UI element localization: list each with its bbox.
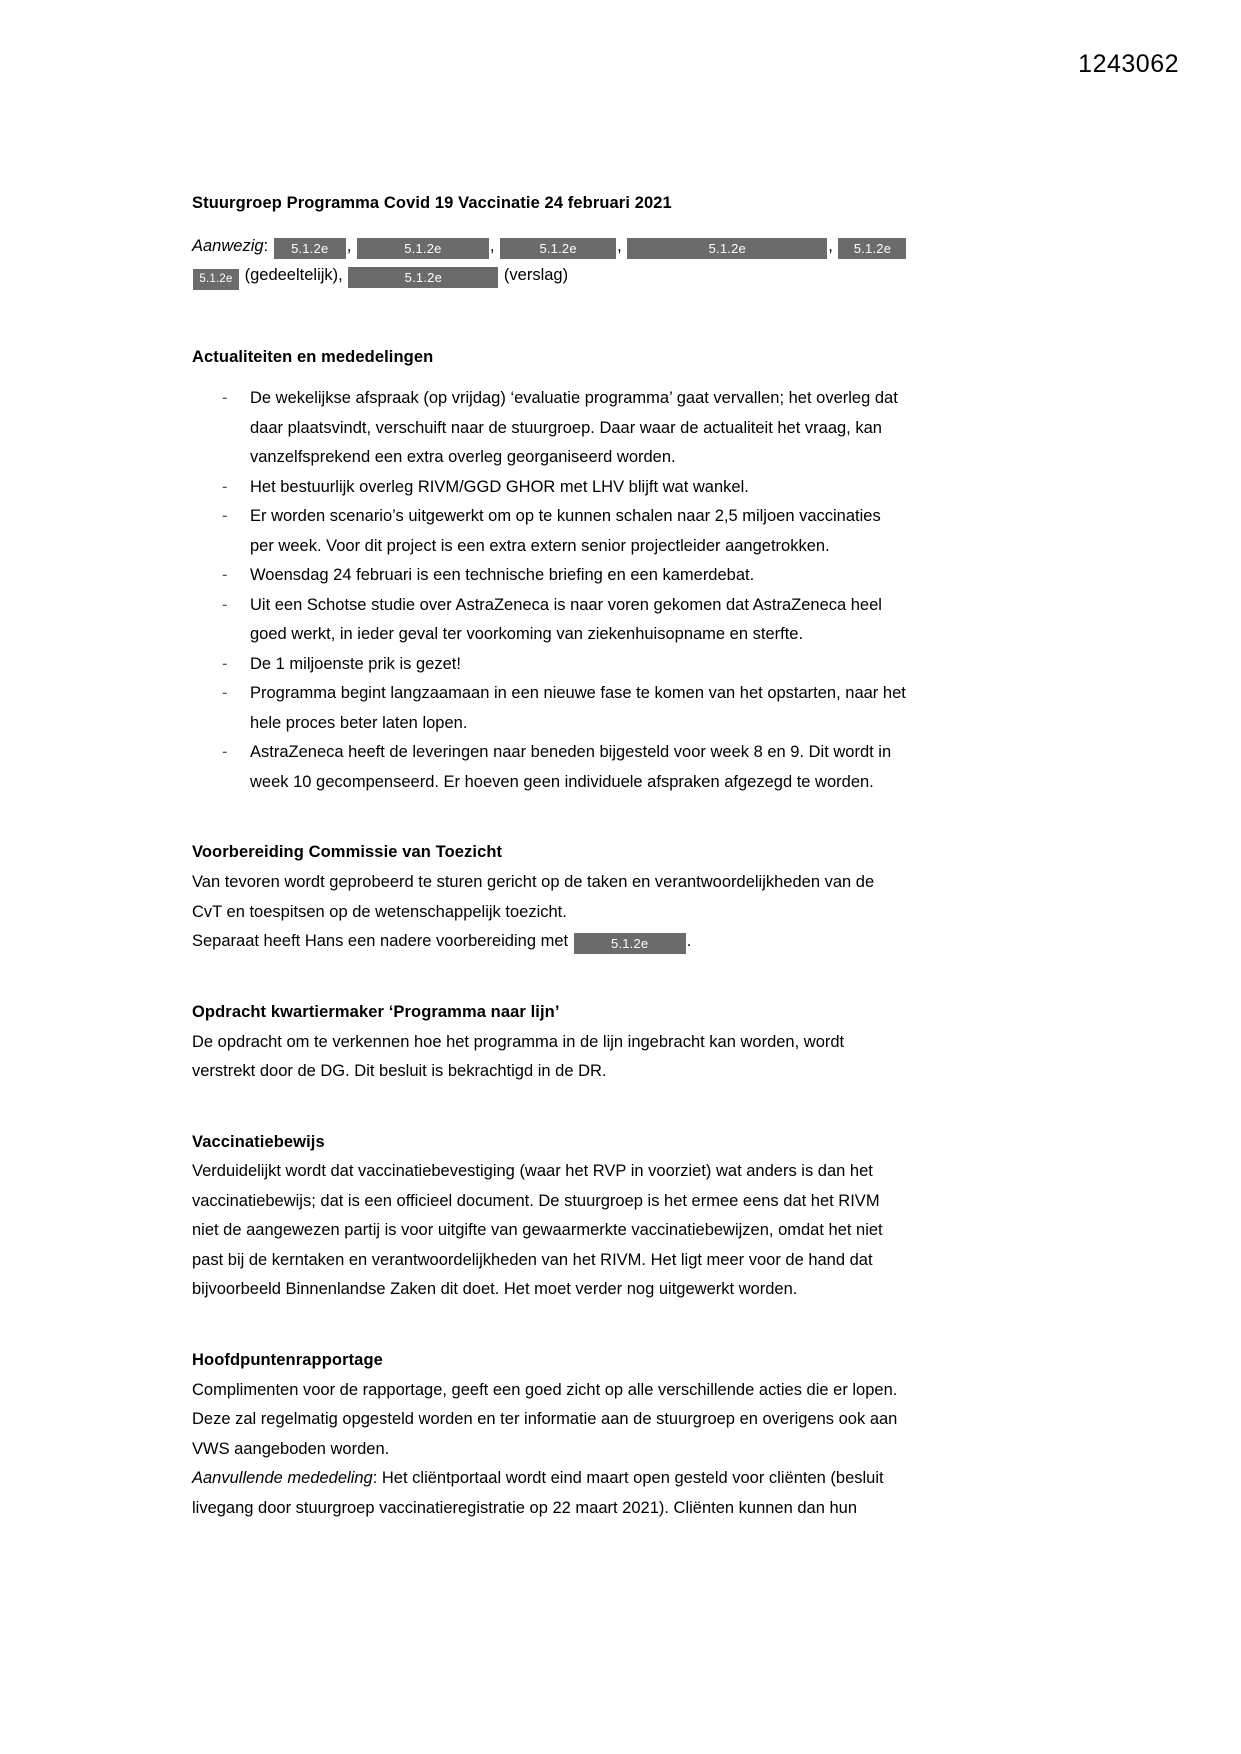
list-item: - De 1 miljoenste prik is gezet! — [192, 650, 908, 680]
inline-italic-label: Aanvullende mededeling — [192, 1469, 373, 1488]
redaction-box: 5.1.2e — [348, 267, 498, 288]
paragraph: Verduidelijkt wordt dat vaccinatiebevestiging (waar het RVP in voorziet) wat anders is dan het vaccinatiebewijs; dat is een officieel document. De stuurgroep is het ermee eens dat het RIVM niet de aangewezen partij is voor uitgifte van gewaarmerkte vaccinatiebewijzen, omdat het niet past bij de kerntaken en verantwoordelijkheden van het RIVM. Het ligt meer voor de hand dat bijvoorbeeld Binnenlandse Zaken dit doet. Het moet verder nog uitgewerkt worden. — [192, 1162, 883, 1299]
spacer — [192, 797, 908, 841]
redaction-box: 5.1.2e — [357, 238, 489, 259]
section-heading: Opdracht kwartiermaker ‘Programma naar lijn’ — [192, 1002, 560, 1021]
paragraph-with-redaction — [192, 927, 908, 957]
redaction-box: 5.1.2e — [193, 269, 239, 290]
section-heading: Hoofdpuntenrapportage — [192, 1350, 383, 1369]
attendees-label: Aanwezig — [192, 237, 264, 256]
attendees-block — [192, 232, 908, 290]
separator-comma: , — [617, 237, 622, 256]
attendees-partial-note: (gedeeltelijk), — [244, 266, 343, 285]
section-vaccinatiebewijs — [192, 1131, 908, 1305]
section-hoofdpuntenrapportage — [192, 1349, 908, 1523]
document-number: 1243062 — [1078, 50, 1179, 78]
bullet-list — [192, 384, 908, 797]
list-item: - Programma begint langzaamaan in een nieuwe fase te komen van het opstarten, naar het hele proces beter laten lopen. — [192, 679, 908, 738]
list-item: - De wekelijkse afspraak (op vrijdag) ‘evaluatie programma’ gaat vervallen; het overleg dat daar plaatsvindt, verschuift naar de stuurgroep. Daar waar de actualiteit het vraag, kan vanzelfsprekend een extra overleg georganiseerd worden. — [192, 384, 908, 473]
spacer — [192, 1087, 908, 1131]
redaction-box: 5.1.2e — [627, 238, 827, 259]
list-item: - AstraZeneca heeft de leveringen naar beneden bijgesteld voor week 8 en 9. Dit wordt in week 10 gecompenseerd. Er hoeven geen individuele afspraken afgezegd te worden. — [192, 738, 908, 797]
list-item: - Er worden scenario’s uitgewerkt om op te kunnen schalen naar 2,5 miljoen vaccinaties per week. Voor dit project is een extra extern senior projectleider aangetrokken. — [192, 502, 908, 561]
paragraph-text-before: Separaat heeft Hans een nadere voorbereiding met — [192, 932, 569, 951]
section-heading: Actualiteiten en mededelingen — [192, 348, 434, 367]
list-item: - Het bestuurlijk overleg RIVM/GGD GHOR met LHV blijft wat wankel. — [192, 473, 908, 503]
section-voorbereiding-cvt — [192, 841, 908, 956]
redaction-box: 5.1.2e — [838, 238, 906, 259]
separator-comma: , — [828, 237, 833, 256]
redaction-box: 5.1.2e — [574, 933, 686, 954]
paragraph: De opdracht om te verkennen hoe het programma in de lijn ingebracht kan worden, wordt verstrekt door de DG. Dit besluit is bekrachtigd in de DR. — [192, 1032, 845, 1081]
section-heading: Vaccinatiebewijs — [192, 1132, 325, 1151]
list-item: - Woensdag 24 februari is een technische briefing en een kamerdebat. — [192, 561, 908, 591]
paragraph: Complimenten voor de rapportage, geeft een goed zicht op alle verschillende acties die er lopen. Deze zal regelmatig opgesteld worden en ter informatie aan de stuurgroep en overigens ook aan VWS aangeboden worden. — [192, 1380, 898, 1458]
paragraph: Van tevoren wordt geprobeerd te sturen gericht op de taken en verantwoordelijkheden van de CvT en toespitsen op de wetenschappelijk toezicht. — [192, 873, 875, 921]
list-item: - Uit een Schotse studie over AstraZeneca is naar voren gekomen dat AstraZeneca heel goed werkt, in ieder geval ter voorkoming van ziekenhuisopname en sterfte. — [192, 591, 908, 650]
section-heading: Voorbereiding Commissie van Toezicht — [192, 843, 503, 862]
spacer — [192, 957, 908, 1001]
spacer — [192, 1305, 908, 1349]
redaction-box: 5.1.2e — [500, 238, 616, 259]
spacer — [192, 294, 908, 346]
attendees-colon: : — [263, 237, 269, 256]
section-opdracht-kwartiermaker — [192, 1001, 908, 1087]
paragraph-text-after: . — [686, 932, 692, 951]
section-actualiteiten — [192, 346, 908, 797]
paragraph-aanvullende-mededeling — [192, 1464, 908, 1523]
paragraph-text-rest: : Het cliëntportaal wordt eind maart open gesteld voor cliënten (besluit livegang door stuurgroep vaccinatieregistratie op 22 maart 2021). Cliënten kunnen dan hun — [192, 1469, 884, 1517]
page-title: Stuurgroep Programma Covid 19 Vaccinatie 24 februari 2021 — [192, 194, 672, 212]
separator-comma: , — [346, 237, 352, 256]
separator-comma: , — [489, 237, 495, 256]
redaction-box: 5.1.2e — [274, 238, 346, 259]
document-content — [192, 192, 908, 1523]
attendees-minutes-note: (verslag) — [503, 266, 569, 285]
